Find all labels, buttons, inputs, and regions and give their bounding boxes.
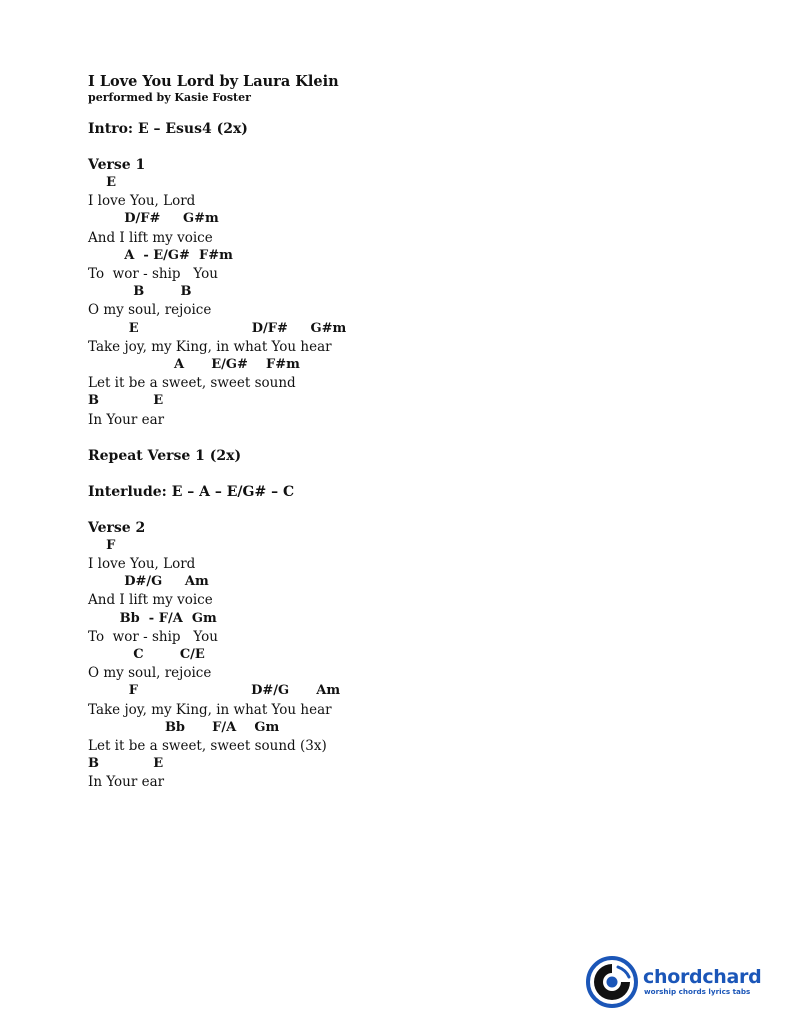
lyric-line: To wor - ship You — [88, 266, 218, 283]
song-performer: performed by Kasie Foster — [88, 91, 251, 104]
section-gap — [88, 501, 708, 519]
chord-line: B B — [88, 284, 192, 300]
section-gap — [88, 138, 708, 156]
chord-line: D/F# G#m — [88, 211, 219, 227]
lyric-line: To wor - ship You — [88, 628, 218, 645]
lyric-line: O my soul, rejoice — [88, 665, 212, 682]
verse1-heading: Verse 1 — [88, 157, 146, 173]
chord-line: Bb - F/A Gm — [88, 610, 217, 626]
lyric-line: In Your ear — [88, 774, 165, 791]
chord-line: A - E/G# F#m — [88, 247, 233, 263]
chord-line: E — [88, 175, 117, 190]
chord-line: F D#/G Am — [88, 683, 341, 699]
interlude-line: Interlude: E – A – E/G# – C — [88, 483, 295, 500]
chord-line: A E/G# F#m — [88, 357, 300, 373]
chord-sheet — [88, 73, 708, 792]
lyric-line: Take joy, my King, in what You hear — [88, 701, 332, 718]
chordchard-logo-icon — [585, 955, 640, 1010]
lyric-line: Let it be a sweet, sweet sound (3x) — [88, 738, 327, 755]
intro-line: Intro: E – Esus4 (2x) — [88, 121, 248, 137]
verse2-heading: Verse 2 — [88, 519, 146, 536]
lyric-line: I love You, Lord — [88, 193, 196, 210]
verse1-body — [88, 174, 708, 429]
chord-line: B E — [88, 756, 164, 772]
chord-line: C C/E — [88, 647, 205, 663]
lyric-line: Take joy, my King, in what You hear — [88, 338, 332, 355]
section-gap — [88, 429, 708, 447]
lyric-line: In Your ear — [88, 411, 165, 428]
lyric-line: Let it be a sweet, sweet sound — [88, 375, 296, 392]
lyric-line: And I lift my voice — [88, 229, 213, 246]
chord-line: E D/F# G#m — [88, 320, 347, 336]
chord-line: B E — [88, 393, 164, 409]
verse2-body — [88, 537, 708, 792]
lyric-line: O my soul, rejoice — [88, 302, 212, 319]
section-gap — [88, 465, 708, 483]
repeat-line: Repeat Verse 1 (2x) — [88, 447, 242, 464]
song-title: I Love You Lord by Laura Klein — [88, 73, 339, 90]
chord-line: F — [88, 537, 116, 553]
lyric-line: I love You, Lord — [88, 556, 196, 573]
logo-wordmark: chordchard — [643, 966, 762, 988]
chordchard-logo[interactable] — [585, 955, 770, 1010]
chord-line: Bb F/A Gm — [88, 719, 280, 735]
logo-tagline: worship chords lyrics tabs — [644, 987, 751, 996]
chord-line: D#/G Am — [88, 574, 209, 590]
lyric-line: And I lift my voice — [88, 592, 213, 609]
